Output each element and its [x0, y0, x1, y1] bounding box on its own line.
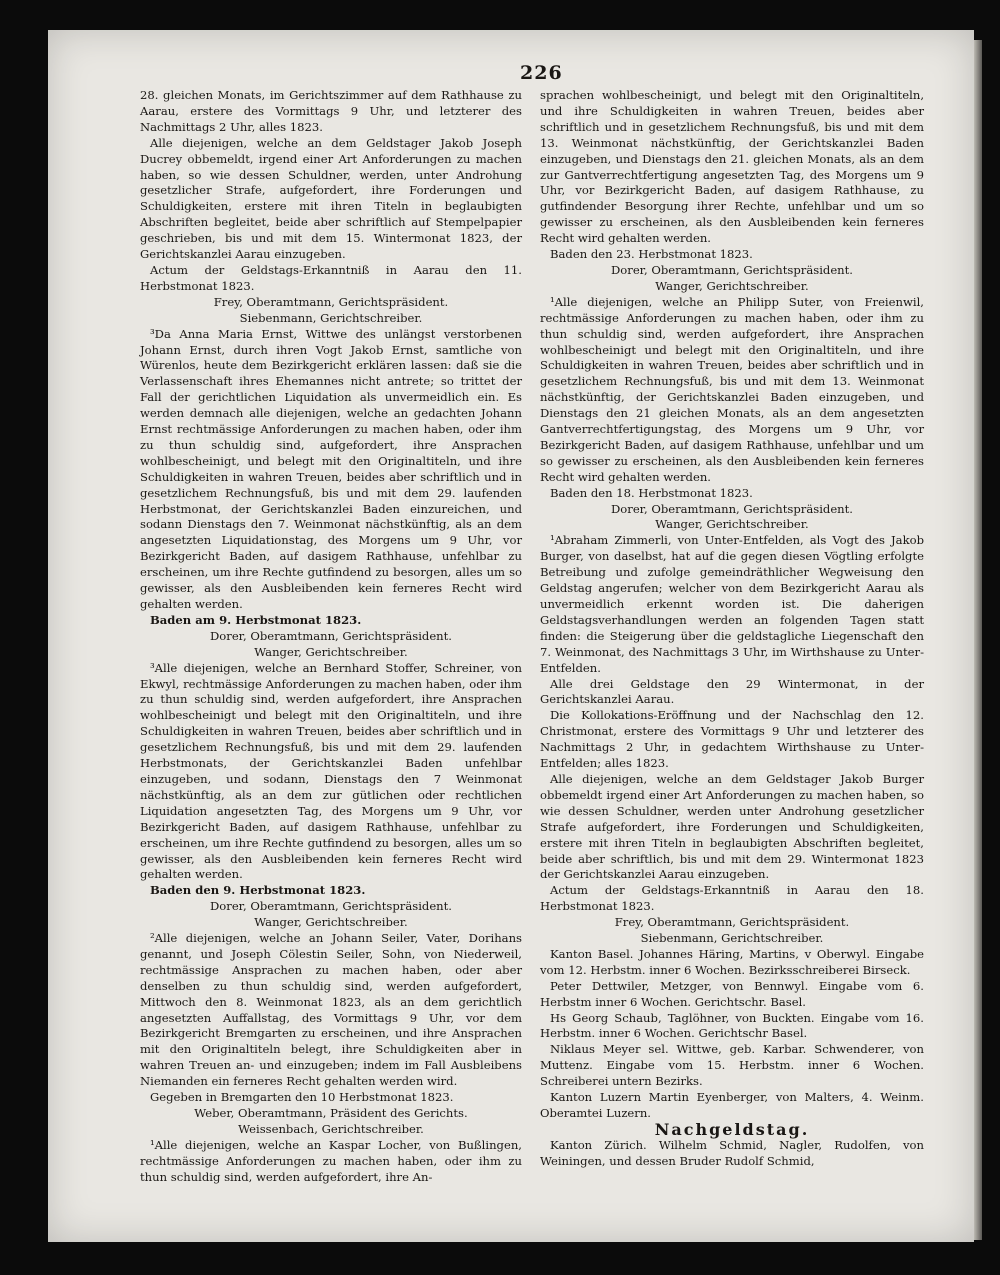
notice-paragraph: Die Kollokations-Eröffnung und der Nachschlag den 12. Christmonat, erstere des Vormittags 9 Uhr und letzterer des Nachmittags 2 Uhr, in gedachtem Wirthshause zu Unter-Entfelden; alles 1823. — [540, 708, 924, 771]
notice-paragraph: ²Alle diejenigen, welche an Johann Seiler, Vater, Dorihans genannt, und Joseph Cölestin Seiler, Sohn, von Niederweil, rechtmässige Ansprachen zu machen haben, oder aber denselben zu thun schuldig sind, werden aufgefordert, Mittwoch den 8. Weinmonat 1823, als an dem gerichtlich angesetzten Auffallstag, des Vormittags 9 Uhr, vor dem Bezirkgericht Bremgarten zu erscheinen, und ihre Ansprachen mit den Originaltiteln belegt, ihre Schuldigkeiten aber in wahren Treuen an- und einzugeben; indem im Fall Ausbleibens Niemanden ein ferneres Recht gehalten werden wird. — [140, 931, 522, 1089]
signature-line: Frey, Oberamtmann, Gerichtspräsident. — [614, 915, 850, 930]
page-number: 226 — [520, 62, 563, 84]
listing-entry: Kanton Zürich. Wilhelm Schmid, Nagler, Rudolfen, von Weiningen, und dessen Bruder Rudolf Schmid, — [540, 1137, 924, 1168]
left-column — [140, 88, 522, 1186]
notice-paragraph: ¹Alle diejenigen, welche an Philipp Suter, von Freienwil, rechtmässige Anforderungen zu machen haben, oder ihm zu thun schuldig sind, werden aufgefordert, ihre Ansprachen wohlbescheinigt und belegt mit den Originaltiteln, und ihre Schuldigkeiten in wahren Treuen, beides aber schriftlich und in gesetzlichem Rechnungsfuß, bis und mit dem 13. Weinmonat nächstkünftig, der Gerichtskanzlei Baden einzugeben, und Dienstags den 21 gleichen Monats, als an dem angesetzten Gantverrechtfertigungstag, des Morgens um 9 Uhr, vor Bezirkgericht Baden, auf dasigem Rathhause, unfehlbar und um so gewisser zu erscheinen, als den Ausbleibenden kein ferneres Recht wird gehalten werden. — [540, 294, 924, 484]
date-line: Actum der Geldstags-Erkanntniß in Aarau den 18. Herbstmonat 1823. — [540, 883, 924, 914]
notice-paragraph: ¹Alle diejenigen, welche an Kaspar Locher, von Bußlingen, rechtmässige Anforderungen zu machen haben, oder ihm zu thun schuldig sind, werden aufgefordert, ihre An- — [140, 1137, 522, 1184]
signature-line: Dorer, Oberamtmann, Gerichtspräsident. — [210, 628, 452, 643]
date-line: Actum der Geldstags-Erkanntniß in Aarau den 11. Herbstmonat 1823. — [140, 262, 522, 293]
signature-line: Siebenmann, Gerichtschreiber. — [239, 310, 423, 325]
date-line: Baden den 23. Herbstmonat 1823. — [550, 247, 753, 262]
listing-entry: Niklaus Meyer sel. Wittwe, geb. Karbar. Schwenderer, von Muttenz. Eingabe vom 15. Herbstm. inner 6 Wochen. Schreiberei untern Bezirks. — [540, 1042, 924, 1089]
paragraph: 28. gleichen Monats, im Gerichtszimmer auf dem Rathhause zu Aarau, erstere des Vormittags 9 Uhr, und letzterer des Nachmittags 2 Uhr, alles 1823. — [140, 88, 522, 134]
date-line: Baden am 9. Herbstmonat 1823. — [150, 612, 362, 627]
listing-entry: Kanton Basel. Johannes Häring, Martins, v Oberwyl. Eingabe vom 12. Herbstm. inner 6 Wochen. Bezirksschreiberei Birseck. — [540, 946, 924, 977]
signature-line: Weber, Oberamtmann, Präsident des Gerichts. — [194, 1106, 468, 1120]
notice-paragraph: Alle diejenigen, welche an dem Geldstager Jakob Joseph Ducrey obbemeldt, irgend einer Art Anforderungen zu machen haben, so wie dessen Schuldner, werden, unter Androhung gesetzlicher Strafe, aufgefordert, ihre Forderungen und Schuldigkeiten, erstere mit ihren Titeln in beglaubigten Abschriften begleitet, beide aber schriftlich auf Stempelpapier geschrieben, bis und mit dem 15. Wintermonat 1823, der Gerichtskanzlei Aarau einzugeben. — [140, 135, 522, 262]
signature-line: Dorer, Oberamtmann, Gerichtspräsident. — [611, 262, 853, 277]
right-column — [540, 88, 924, 1170]
listing-entry: Hs Georg Schaub, Taglöhner, von Buckten. Eingabe vom 16. Herbstm. inner 6 Wochen. Gerichtschr Basel. — [540, 1010, 924, 1041]
listing-entry: Peter Dettwiler, Metzger, von Bennwyl. Eingabe vom 6. Herbstm inner 6 Wochen. Gerichtschr. Basel. — [540, 978, 924, 1009]
notice-paragraph: ¹Abraham Zimmerli, von Unter-Entfelden, als Vogt des Jakob Burger, von daselbst, hat auf die gegen diesen Vögtling erfolgte Betreibung und zufolge gemeindräthlicher Wegweisung den Geldstag angerufen; welcher von dem Bezirkgericht Aarau als unvermeidlich erkennt worden ist. Die daherigen Geldstagsverhandlungen werden an folgenden Tagen statt finden: die Steigerung über die geldstagliche Liegenschaft den 7. Weinmonat, des Nachmittags 3 Uhr, im Wirthshause zu Unter-Entfelden. — [540, 533, 924, 675]
signature-line: Weissenbach, Gerichtschreiber. — [238, 1121, 424, 1136]
paragraph: sprachen wohlbescheinigt, und belegt mit den Originaltiteln, und ihre Schuldigkeiten in wahren Treuen, beides aber schriftlich und in gesetzlichem Rechnungsfuß, bis und mit dem 13. Weinmonat nächstkünftig, der Gerichtskanzlei Baden einzugeben, und Dienstags den 21. gleichen Monats, als an dem zur Gantverrechtfertigung angesetzten Tag, des Morgens um 9 Uhr, vor Bezirkgericht Baden, auf dasigem Rathhause, zu gutfindender Besorgung ihrer Rechte, unfehlbar und um so gewisser zu erscheinen, als den Ausbleibenden kein ferneres Recht wird gehalten werden. — [540, 88, 924, 246]
signature-line: Frey, Oberamtmann, Gerichtspräsident. — [213, 294, 449, 309]
section-heading: Nachgeldstag. — [654, 1119, 810, 1139]
notice-paragraph: ³Alle diejenigen, welche an Bernhard Stoffer, Schreiner, von Ekwyl, rechtmässige Anforderungen zu machen haben, oder ihm zu thun schuldig sind, werden aufgefordert, ihre Ansprachen wohlbescheinigt und belegt mit den Originaltiteln, und ihre Schuldigkeiten in wahren Treuen, beides aber schriftlich und in gesetzlichem Rechnungsfuß, bis und mit dem 29. laufenden Herbstmonats, der Gerichtskanzlei Baden unfehlbar einzugeben, und sodann, Dienstags den 7 Weinmonat nächstkünftig, als an dem zur gütlichen oder rechtlichen Liquidation angesetzten Tag, des Morgens um 9 Uhr, vor Bezirkgericht Baden, auf dasigem Rathhause, unfehlbar zu erscheinen, um ihre Rechte gutfindend zu besorgen, alles um so gewisser, als den Ausbleibenden kein ferneres Recht wird gehalten werden. — [140, 660, 522, 882]
signature-line: Dorer, Oberamtmann, Gerichtspräsident. — [210, 899, 452, 914]
date-line: Gegeben in Bremgarten den 10 Herbstmonat 1823. — [150, 1090, 454, 1105]
signature-line: Siebenmann, Gerichtschreiber. — [640, 931, 824, 946]
date-line: Baden den 9. Herbstmonat 1823. — [150, 883, 366, 898]
signature-line: Wanger, Gerichtschreiber. — [655, 517, 809, 532]
page-edge — [974, 40, 982, 1240]
signature-line: Wanger, Gerichtschreiber. — [254, 915, 408, 930]
date-line: Baden den 18. Herbstmonat 1823. — [550, 485, 753, 500]
listing-entry: Kanton Luzern Martin Eyenberger, von Malters, 4. Weinm. Oberamtei Luzern. — [540, 1090, 924, 1120]
notice-paragraph: ³Da Anna Maria Ernst, Wittwe des unlängst verstorbenen Johann Ernst, durch ihren Vogt Jakob Ernst, samtliche von Würenlos, heute dem Bezirkgericht erklären lassen: daß sie die Verlassenschaft ihres Ehemannes nicht antrete; so trittet der Fall der gerichtlichen Liquidation als unvermeidlich ein. Es werden demnach alle diejenigen, welche an gedachten Johann Ernst rechtmässige Anforderungen zu machen haben, oder ihm zu thun schuldig sind, aufgefordert, ihre Ansprachen wohlbescheinigt, und belegt mit den Originaltiteln, und ihre Schuldigkeiten in wahren Treuen, beides aber schriftlich und in gesetzlichem Rechnungsfuß, bis und mit dem 29. laufenden Herbstmonat, der Gerichtskanzlei Baden einzureichen, und sodann Dienstags den 7. Weinmonat nächstkünftig, als an dem angesetzten Liquidationstag, des Morgens um 9 Uhr, vor Bezirkgericht Baden, auf dasigem Rathhause, unfehlbar zu erscheinen, um ihre Rechte gutfindend zu besorgen, alles um so gewisser, als den Ausbleibenden kein ferneres Recht wird gehalten werden. — [140, 326, 522, 611]
signature-line: Dorer, Oberamtmann, Gerichtspräsident. — [611, 501, 853, 516]
notice-paragraph: Alle drei Geldstage den 29 Wintermonat, in der Gerichtskanzlei Aarau. — [540, 676, 924, 707]
signature-line: Wanger, Gerichtschreiber. — [254, 644, 408, 659]
notice-paragraph: Alle diejenigen, welche an dem Geldstager Jakob Burger obbemeldt irgend einer Art Anforderungen zu machen haben, so wie dessen Schuldner, werden unter Androhung gesetzlicher Strafe aufgefordert, ihre Forderungen und Schuldigkeiten, erstere mit ihren Titeln in beglaubigten Abschriften begleitet, beide aber schriftlich, bis und mit dem 29. Wintermonat 1823 der Gerichtskanzlei Aarau einzugeben. — [540, 771, 924, 882]
signature-line: Wanger, Gerichtschreiber. — [655, 278, 809, 293]
